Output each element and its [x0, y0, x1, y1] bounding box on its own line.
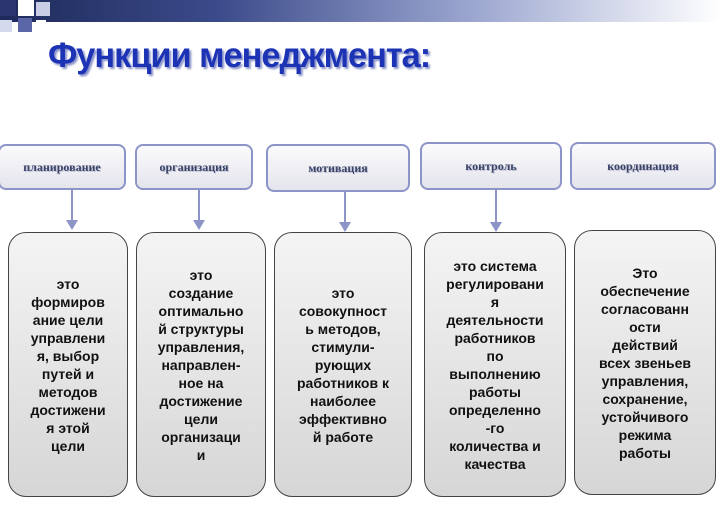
- arrow-down-icon: [62, 190, 82, 232]
- arrow-down-icon: [189, 190, 209, 232]
- arrow-down-icon: [486, 190, 506, 234]
- function-heading-motivation: мотивация: [266, 144, 410, 192]
- function-description-motivation: это совокупност ь методов, стимули- рующих работников к наиболее эффективно й работе: [274, 232, 412, 497]
- function-heading-control: контроль: [420, 142, 562, 190]
- header-gradient-bar: [0, 0, 721, 22]
- page-title: Функции менеджмента:: [48, 36, 431, 75]
- function-description-coordination: Это обеспечение согласованн ости действий всех звеньев управления, сохранение, устойчивого режима работы: [574, 230, 716, 495]
- function-description-planning: это формиров ание цели управлени я, выбор путей и методов достижени я этой цели: [8, 232, 128, 497]
- function-heading-coordination: координация: [570, 142, 716, 190]
- function-description-control: это система регулировани я деятельности работников по выполнению работы определенно -го количества и качества: [424, 232, 566, 497]
- arrow-down-icon: [335, 192, 355, 234]
- function-heading-planning: планирование: [0, 144, 126, 190]
- function-heading-organization: организация: [135, 144, 253, 190]
- function-description-organization: это создание оптимально й структуры управления, направлен- ное на достижение цели организаци и: [136, 232, 266, 497]
